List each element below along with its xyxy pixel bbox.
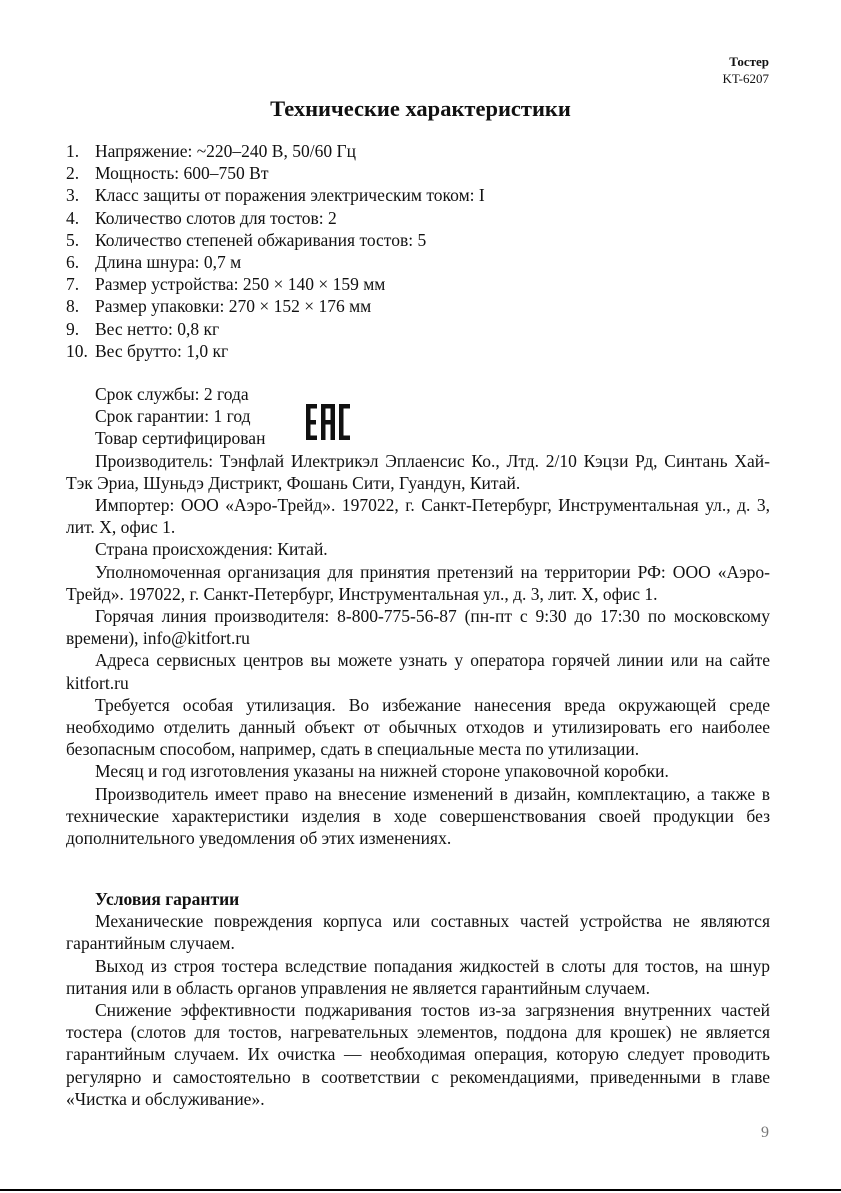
- page-title: Технические характеристики: [270, 96, 571, 121]
- page-header: [723, 53, 769, 87]
- changes-notice: Производитель имеет право на внесение изменений в дизайн, комплектацию, а также в технические характеристики изделия в ходе совершенствования своей продукции без дополнительного уведомления об этих изменениях.: [66, 783, 770, 849]
- spec-number: 8.: [66, 296, 80, 317]
- spec-text: Количество слотов для тостов: 2: [95, 207, 337, 228]
- disposal-notice: Требуется особая утилизация. Во избежание нанесения вреда окружающей среде необходимо отделить данный объект от обычных отходов и утилизировать его наиболее безопасным способом, например, сдать в специальные места по утилизации.: [66, 694, 770, 760]
- spec-text: Размер устройства: 250 × 140 × 159 мм: [95, 274, 386, 295]
- spec-number: 3.: [66, 185, 80, 206]
- authorized-organization: Уполномоченная организация для принятия претензий на территории РФ: ООО «Аэро-Трейд». 197022, г. Санкт-Петербург, Инструментальная ул., д. 3, лит. Х, офис 1.: [66, 561, 770, 604]
- warranty-term: Срок гарантии: 1 год: [95, 406, 251, 427]
- spec-number: 1.: [66, 141, 80, 161]
- service-centers: Адреса сервисных центров вы можете узнать у оператора горячей линии или на сайте kitfort.ru: [66, 650, 770, 693]
- spec-text: Длина шнура: 0,7 м: [95, 252, 242, 273]
- certification-row: [66, 427, 770, 449]
- warranty-paragraph: Снижение эффективности поджаривания тостов из-за загрязнения внутренних частей тостера (слотов для тостов, нагревательных элементов, поддона для крошек) не является гарантийным случаем. Их очистка — необходимая операция, которую следует проводить регулярно и самостоятельно в соответствии с рекомендациями, приведенными в главе «Чистка и обслуживание».: [66, 1000, 770, 1109]
- product-name: Тостер: [729, 54, 769, 69]
- importer: Импортер: ООО «Аэро-Трейд». 197022, г. Санкт-Петербург, Инструментальная ул., д. 3, лит. Х, офис 1.: [66, 495, 770, 538]
- spec-item: [66, 229, 776, 251]
- spec-item: [66, 140, 776, 162]
- spec-number: 5.: [66, 229, 80, 250]
- model-number: KT-6207: [722, 71, 769, 86]
- warranty-heading: Условия гарантии: [95, 889, 240, 909]
- spec-text: Класс защиты от поражения электрическим током: I: [95, 185, 485, 206]
- spec-number: 10.: [66, 340, 88, 361]
- spec-item: [66, 340, 776, 362]
- spec-item: [66, 207, 776, 229]
- info-section: [66, 383, 770, 849]
- eac-mark-icon: [304, 401, 352, 443]
- spec-item: [66, 295, 776, 317]
- spec-item: [66, 251, 776, 273]
- page-number: 9: [761, 1124, 769, 1141]
- spec-number: 4.: [66, 207, 80, 228]
- spec-item: [66, 318, 776, 340]
- spec-text: Вес брутто: 1,0 кг: [95, 340, 229, 361]
- spec-item: [66, 273, 776, 295]
- spec-text: Количество степеней обжаривания тостов: 5: [95, 229, 427, 250]
- spec-text: Размер упаковки: 270 × 152 × 176 мм: [95, 296, 372, 317]
- spec-list: [66, 140, 776, 362]
- spec-text: Напряжение: ~220–240 В, 50/60 Гц: [95, 141, 356, 161]
- spec-number: 6.: [66, 252, 80, 273]
- spec-number: 9.: [66, 318, 80, 339]
- warranty-paragraph: Выход из строя тостера вследствие попадания жидкостей в слоты для тостов, на шнур питания или в область органов управления не является гарантийным случаем.: [66, 955, 770, 998]
- spec-text: Мощность: 600–750 Вт: [95, 163, 269, 184]
- service-life: Срок службы: 2 года: [95, 384, 249, 404]
- manufacturer: Производитель: Тэнфлай Илектрикэл Эплаенсис Ко., Лтд. 2/10 Кэцзи Рд, Синтань Хай-Тэк Эриа, Шуньдэ Дистрикт, Фошань Сити, Гуандун, Китай.: [66, 450, 770, 493]
- bottom-divider: [0, 1189, 841, 1191]
- spec-number: 7.: [66, 274, 80, 295]
- certified-text: Товар сертифицирован: [95, 428, 266, 449]
- country-of-origin: Страна происхождения: Китай.: [95, 539, 328, 560]
- warranty-section: [66, 888, 770, 1110]
- spec-item: [66, 184, 776, 206]
- hotline: Горячая линия производителя: 8-800-775-56-87 (пн-пт с 9:30 до 17:30 по московскому времени), info@kitfort.ru: [66, 606, 770, 649]
- spec-number: 2.: [66, 163, 80, 184]
- warranty-paragraph: Механические повреждения корпуса или составных частей устройства не являются гарантийным случаем.: [66, 911, 770, 954]
- manufacture-date-note: Месяц и год изготовления указаны на нижней стороне упаковочной коробки.: [95, 761, 669, 782]
- spec-text: Вес нетто: 0,8 кг: [95, 318, 220, 339]
- spec-item: [66, 162, 776, 184]
